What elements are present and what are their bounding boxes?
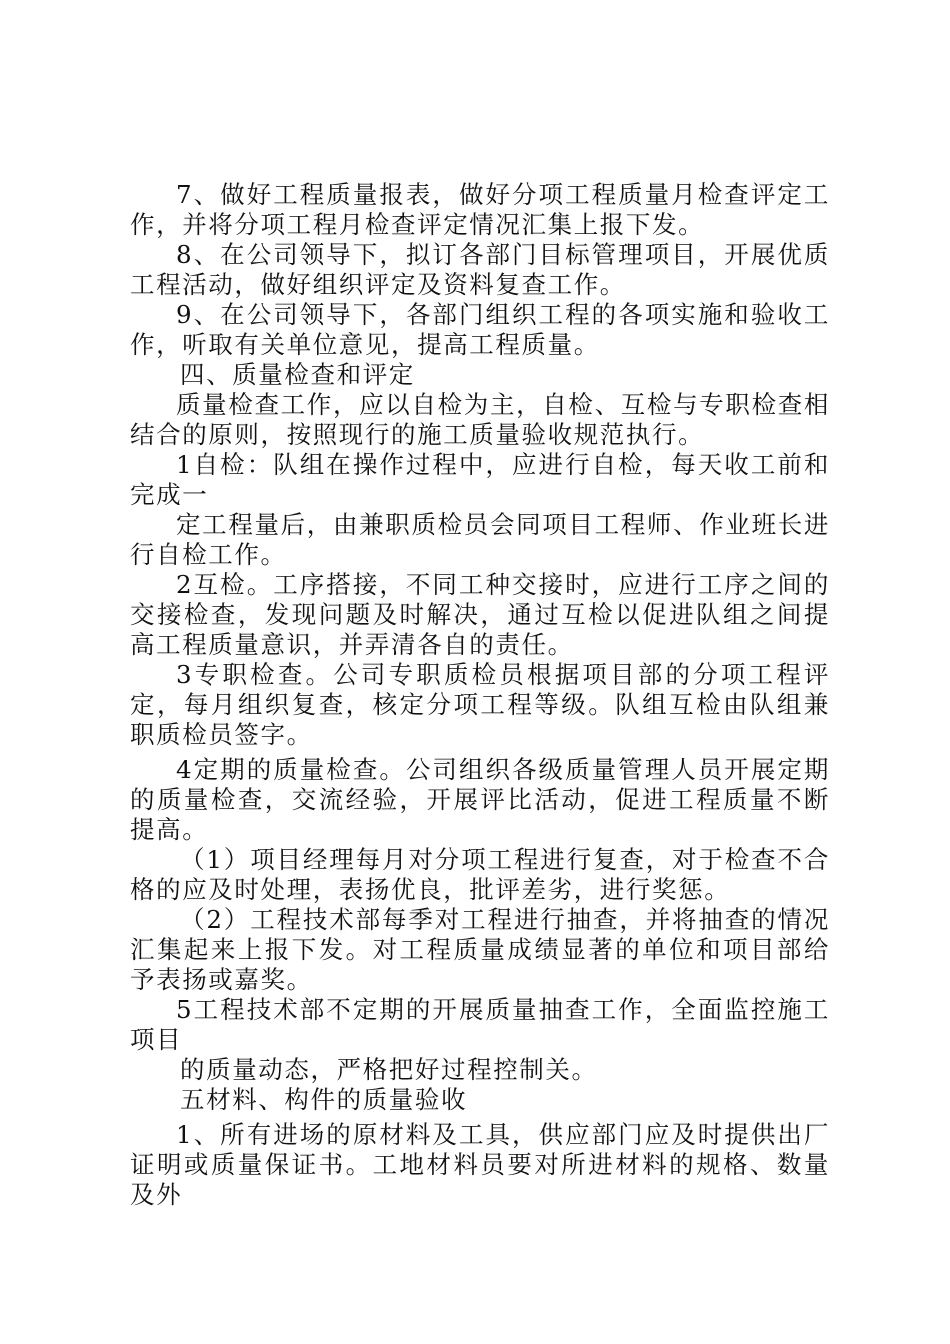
paragraph-9: 9、在公司领导下，各部门组织工程的各项实施和验收工作，听取有关单位意见，提高工程质量。 [130,300,830,359]
paragraph-periodic-check: 4定期的质量检查。公司组织各级质量管理人员开展定期的质量检查，交流经验，开展评比活动，促进工程质量不断提高。 [130,755,830,844]
paragraph-spot-check: 5工程技术部不定期的开展质量抽查工作，全面监控施工项目 [130,995,830,1054]
paragraph-item-2: （2）工程技术部每季对工程进行抽查，并将抽查的情况汇集起来上报下发。对工程质量成绩显著的单位和项目部给予表扬或嘉奖。 [130,905,830,994]
paragraph-spot-check-cont: 的质量动态，严格把好过程控制关。 [180,1055,598,1084]
paragraph-inspection-intro: 质量检查工作，应以自检为主，自检、互检与专职检查相结合的原则，按照现行的施工质量验收规范执行。 [130,390,830,449]
section-heading-5: 五材料、构件的质量验收 [180,1085,468,1114]
paragraph-item-1: （1）项目经理每月对分项工程进行复查，对于检查不合格的应及时处理，表扬优良，批评差劣，进行奖惩。 [130,845,830,904]
section-heading-4: 四、质量检查和评定 [180,360,415,389]
paragraph-mutual-check: 2互检。工序搭接，不同工种交接时，应进行工序之间的交接检查，发现问题及时解决，通过互检以促进队组之间提高工程质量意识，并弄清各自的责任。 [130,570,830,659]
paragraph-materials-1: 1、所有进场的原材料及工具，供应部门应及时提供出厂证明或质量保证书。工地材料员要对所进材料的规格、数量及外 [130,1120,830,1209]
paragraph-7: 7、做好工程质量报表，做好分项工程质量月检查评定工作，并将分项工程月检查评定情况汇集上报下发。 [130,180,830,239]
paragraph-dedicated-check: 3专职检查。公司专职质检员根据项目部的分项工程评定，每月组织复查，核定分项工程等级。队组互检由队组兼职质检员签字。 [130,660,830,749]
paragraph-self-check: 1自检：队组在操作过程中，应进行自检，每天收工前和完成一 [130,450,830,509]
paragraph-8: 8、在公司领导下，拟订各部门目标管理项目，开展优质工程活动，做好组织评定及资料复查工作。 [130,240,830,299]
paragraph-self-check-cont: 定工程量后，由兼职质检员会同项目工程师、作业班长进行自检工作。 [130,510,830,569]
